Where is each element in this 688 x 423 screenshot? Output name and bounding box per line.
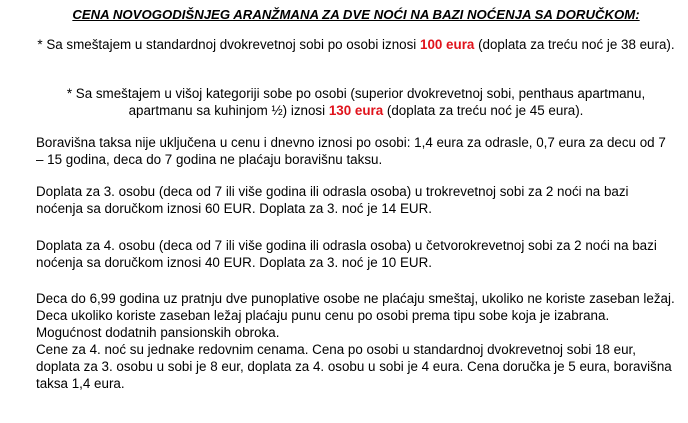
superior-room-price: 130 eura	[328, 103, 384, 118]
fourth-person-paragraph: Doplata za 4. osobu (deca od 7 ili više godina ili odrasla osoba) u četvorokrevetnoj sobi za 2 noći na bazi noćenja sa doručkom iznosi 40 EUR. Doplata za 3. noć je 10 EUR.	[36, 238, 657, 270]
superior-room-text: * Sa smeštajem u višoj kategoriji sobe po osobi (superior dvokrevetnoj sobi, penthaus apartmanu, apartmanu sa kuhinjom ½) iznosi	[66, 86, 646, 118]
standard-room-price-paragraph	[36, 36, 676, 53]
standard-room-price: 100 eura	[420, 37, 475, 52]
tourist-tax-paragraph: Boravišna taksa nije uključena u cenu i dnevno iznosi po osobi: 1,4 eura za odrasle, 0,7 eura za decu od 7 – 15 godina, deca do 7 godina ne plaćaju boravišnu taksu.	[36, 135, 666, 167]
notes-paragraph	[36, 290, 676, 392]
standard-room-text: * Sa smeštajem u standardnoj dvokrevetnoj sobi po osobi iznosi	[37, 37, 420, 52]
fourth-night-note: Cene za 4. noć su jednake redovnim cenama. Cena po osobi u standardnoj dvokrevetnoj sobi 18 eur, doplata za 3. osobu u sobi je 8 eur, doplata za 4. osobu u sobi je 4 eura. Cena doručka je 5 eura, boravišna taksa 1,4 eura.	[36, 342, 672, 391]
superior-room-price-paragraph	[36, 85, 676, 119]
superior-room-surcharge: (doplata za treću noć je 45 eura).	[383, 103, 584, 118]
document-title: CENA NOVOGODIŠNJEG ARANŽMANA ZA DVE NOĆI NA BAZI NOĆENJA SA DORUČKOM:	[72, 7, 640, 22]
children-note: Deca do 6,99 godina uz pratnju dve punoplative osobe ne plaćaju smeštaj, ukoliko ne koriste zaseban ležaj. Deca ukoliko koriste zaseban ležaj plaćaju punu cenu po osobi prema tipu sobe koja je izabrana.	[36, 291, 675, 323]
board-note: Mogućnost dodatnih pansionskih obroka.	[36, 325, 280, 340]
standard-room-surcharge: (doplata za treću noć je 38 eura).	[474, 37, 675, 52]
third-person-paragraph: Doplata za 3. osobu (deca od 7 ili više godina ili odrasla osoba) u trokrevetnoj sobi za 2 noći na bazi noćenja sa doručkom iznosi 60 EUR. Doplata za 3. noć je 14 EUR.	[36, 184, 629, 216]
